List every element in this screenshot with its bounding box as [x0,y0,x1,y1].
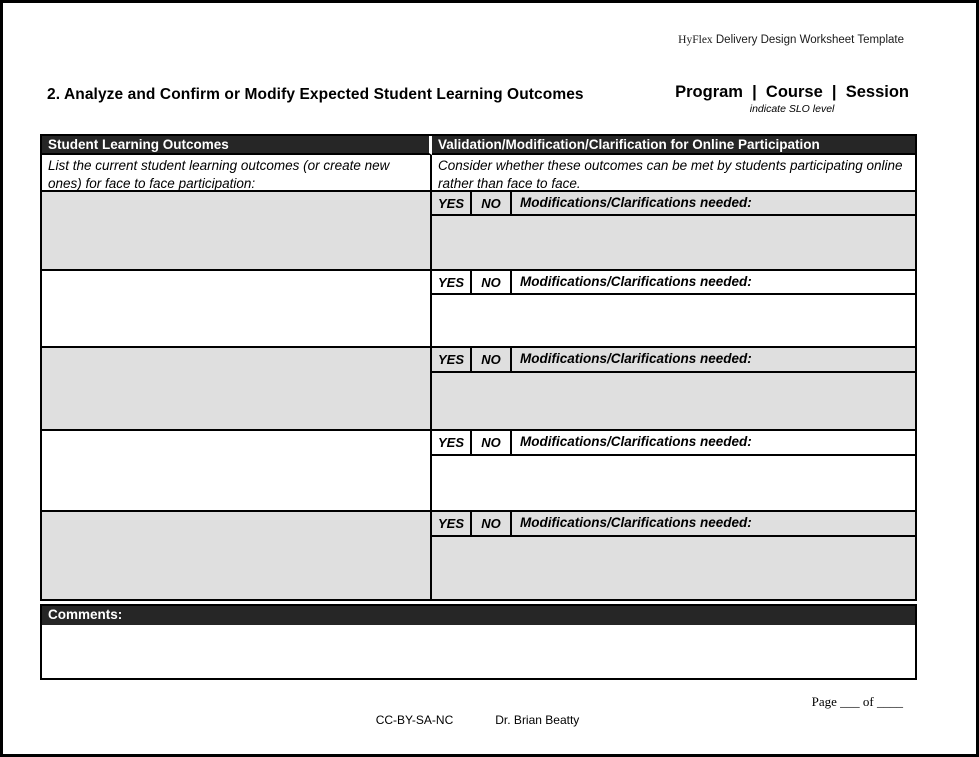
modifications-label: Modifications/Clarifications needed: [512,348,915,373]
modifications-notes-cell[interactable] [432,295,915,348]
no-cell[interactable]: NO [472,431,512,456]
template-title [678,34,904,46]
yes-cell[interactable]: YES [432,271,472,295]
footer-credits [3,713,952,727]
outcome-cell[interactable] [42,512,432,599]
template-title-rest: Delivery Design Worksheet Template [712,34,904,46]
slo-level-options[interactable]: Program | Course | Session [675,83,909,101]
outcome-cell[interactable] [42,348,432,431]
license-label: CC-BY-SA-NC [375,713,454,727]
section-title: 2. Analyze and Confirm or Modify Expected Student Learning Outcomes [47,86,584,103]
no-cell[interactable]: NO [472,512,512,537]
page-counter: Page ___ of ____ [811,694,903,709]
validation-column-header: Validation/Modification/Clarification for Online Participation [432,136,915,155]
modifications-notes-cell[interactable] [432,537,915,599]
outcomes-instruction: List the current student learning outcomes (or create new ones) for face to face participation: [42,155,432,192]
modifications-label: Modifications/Clarifications needed: [512,192,915,216]
outcome-cell[interactable] [42,192,432,271]
yes-cell[interactable]: YES [432,348,472,373]
modifications-label: Modifications/Clarifications needed: [512,431,915,456]
slo-level-group [675,83,909,115]
comments-input-area[interactable] [42,625,915,678]
comments-header: Comments: [42,606,915,625]
no-cell[interactable]: NO [472,271,512,295]
modifications-notes-cell[interactable] [432,456,915,512]
template-title-brand: HyFlex [678,34,713,46]
modifications-notes-cell[interactable] [432,373,915,431]
outcome-cell[interactable] [42,271,432,348]
modifications-notes-cell[interactable] [432,216,915,271]
comments-section [40,604,917,680]
outcome-cell[interactable] [42,431,432,512]
no-cell[interactable]: NO [472,348,512,373]
outcomes-table [40,134,917,601]
yes-cell[interactable]: YES [432,512,472,537]
no-cell[interactable]: NO [472,192,512,216]
author-label: Dr. Brian Beatty [495,713,580,727]
slo-level-note: indicate SLO level [749,103,835,115]
modifications-label: Modifications/Clarifications needed: [512,271,915,295]
yes-cell[interactable]: YES [432,431,472,456]
yes-cell[interactable]: YES [432,192,472,216]
outcomes-column-header: Student Learning Outcomes [42,136,432,155]
validation-instruction: Consider whether these outcomes can be met by students participating online rather than face to face. [432,155,915,192]
modifications-label: Modifications/Clarifications needed: [512,512,915,537]
